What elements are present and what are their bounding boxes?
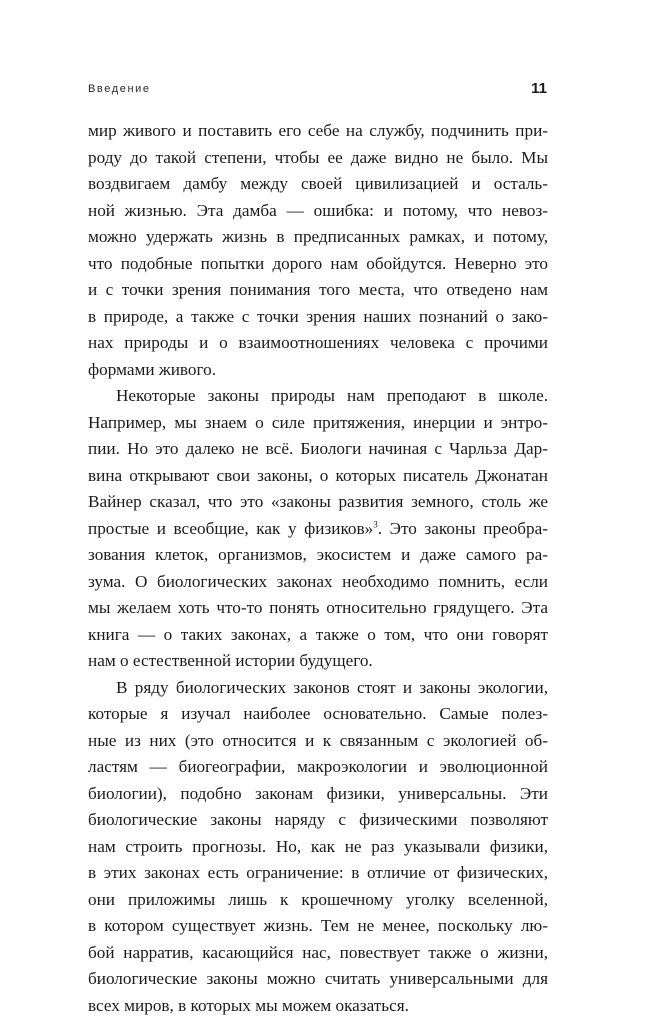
text-line: ластям — биогеографии, макроэкологии и эволюционной xyxy=(88,754,548,781)
text-line: которые я изучал наиболее основательно. Самые полез- xyxy=(88,701,548,728)
text-line: ной жизнью. Эта дамба — ошибка: и потому, что невоз- xyxy=(88,198,548,225)
text-line: зования клеток, организмов, экосистем и даже самого ра- xyxy=(88,542,548,569)
text-line-tail: . Это законы преобра- xyxy=(378,519,548,538)
text-line-head: простые и всеобщие, как у физиков» xyxy=(88,519,373,538)
text-line: что подобные попытки дорого нам обойдутся. Неверно это xyxy=(88,251,548,278)
paragraph-3 xyxy=(88,675,548,1019)
text-line: воздвигаем дамбу между своей цивилизацией и осталь- xyxy=(88,171,548,198)
page-number: 11 xyxy=(531,80,547,97)
text-line: биологические законы можно считать универсальными для xyxy=(88,966,548,993)
text-line: вина открывают свои законы, о которых писатель Джонатан xyxy=(88,463,548,490)
text-line: нах природы и о взаимоотношениях человека с прочими xyxy=(88,330,548,357)
text-line: биологические законы наряду с физическими позволяют xyxy=(88,807,548,834)
text-line: мир живого и поставить его себе на службу, подчинить при- xyxy=(88,118,548,145)
paragraph-1 xyxy=(88,118,548,383)
text-line: Вайнер сказал, что это «законы развития земного, столь же xyxy=(88,489,548,516)
text-line: всех миров, в которых мы можем оказаться. xyxy=(88,993,548,1019)
text-line-with-footnote xyxy=(88,516,548,543)
paragraph-2 xyxy=(88,383,548,675)
text-line: они приложимы лишь к крошечному уголку вселенной, xyxy=(88,887,548,914)
text-line: мы желаем хоть что-то понять относительно грядущего. Эта xyxy=(88,595,548,622)
text-line: формами живого. xyxy=(88,357,548,384)
footnote-reference[interactable]: 3 xyxy=(373,519,378,529)
text-line: можно удержать жизнь в предписанных рамках, и потому, xyxy=(88,224,548,251)
text-line: в котором существует жизнь. Тем не менее, поскольку лю- xyxy=(88,913,548,940)
text-line: Некоторые законы природы нам преподают в школе. xyxy=(88,383,548,410)
text-line: книга — о таких законах, а также о том, что они говорят xyxy=(88,622,548,649)
text-line: в природе, а также с точки зрения наших познаний о зако- xyxy=(88,304,548,331)
text-line: бой нарратив, касающийся нас, повествует также о жизни, xyxy=(88,940,548,967)
text-line: пии. Но это далеко не всё. Биологи начиная с Чарльза Дар- xyxy=(88,436,548,463)
text-line: ные из них (это относится и к связанным с экологией об- xyxy=(88,728,548,755)
running-head-section-title: Введение xyxy=(88,83,151,95)
text-line: роду до такой степени, чтобы ее даже видно не было. Мы xyxy=(88,145,548,172)
text-line: и с точки зрения понимания того места, что отведено нам xyxy=(88,277,548,304)
text-line: нам строить прогнозы. Но, как не раз указывали физики, xyxy=(88,834,548,861)
text-line: зума. О биологических законах необходимо помнить, если xyxy=(88,569,548,596)
text-line: биологии), подобно законам физики, универсальны. Эти xyxy=(88,781,548,808)
text-line: нам о естественной истории будущего. xyxy=(88,648,548,675)
body-text xyxy=(88,118,548,1019)
text-line: в этих законах есть ограничение: в отличие от физических, xyxy=(88,860,548,887)
text-line: Например, мы знаем о силе притяжения, инерции и энтро- xyxy=(88,410,548,437)
text-line: В ряду биологических законов стоят и законы экологии, xyxy=(88,675,548,702)
